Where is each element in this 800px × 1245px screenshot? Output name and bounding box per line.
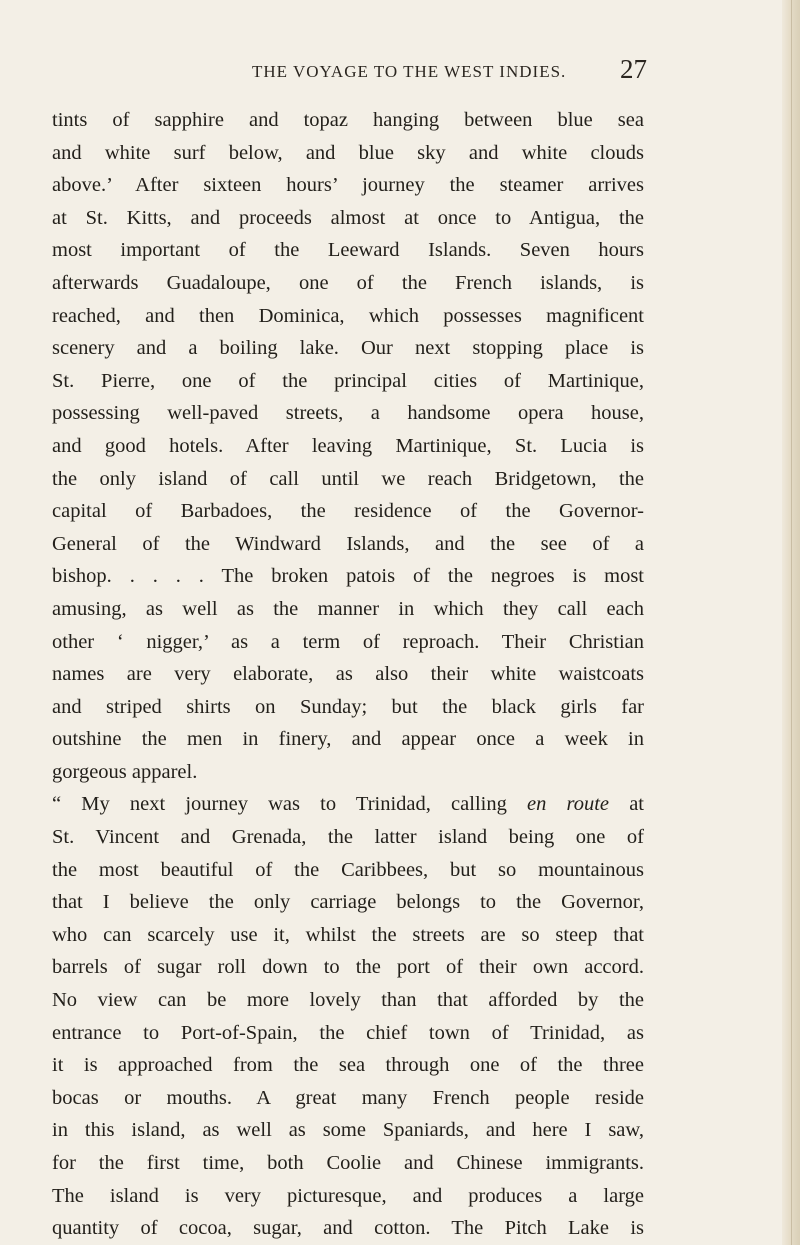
text-line: “ My next journey was to Trinidad, calling en route at — [52, 793, 645, 816]
text-line: the only island of call until we reach Bridgetown, the — [52, 467, 644, 490]
text-line: afterwards Guadaloupe, one of the French islands, is — [52, 271, 644, 294]
text-line: the most beautiful of the Caribbees, but so mountainous — [52, 858, 644, 881]
text-line: St. Vincent and Grenada, the latter island being one of — [52, 826, 644, 849]
text-line: outshine the men in finery, and appear once a week in — [52, 728, 644, 751]
text-line: most important of the Leeward Islands. Seven hours — [52, 239, 644, 262]
text-line: bishop. . . . . The broken patois of the negroes is most — [52, 565, 644, 588]
text-line: for the first time, both Coolie and Chinese immigrants. — [52, 1152, 644, 1174]
text-line: at St. Kitts, and proceeds almost at once to Antigua, the — [52, 206, 644, 229]
text-line: and white surf below, and blue sky and white clouds — [52, 141, 644, 164]
text-line: who can scarcely use it, whilst the streets are so steep that — [52, 923, 644, 946]
text-line: No view can be more lovely than that afforded by the — [52, 989, 644, 1012]
text-line: above.’ After sixteen hours’ journey the steamer arrives — [52, 174, 644, 197]
text-line-paragraph-end: gorgeous apparel. — [52, 760, 198, 783]
text-line: reached, and then Dominica, which possesses magnificent — [52, 304, 644, 327]
text-line: that I believe the only carriage belongs to the Governor, — [52, 891, 644, 914]
text-line: bocas or mouths. A great many French people reside — [52, 1086, 644, 1109]
text-line: and good hotels. After leaving Martinique, St. Lucia is — [52, 434, 644, 457]
text-line: amusing, as well as the manner in which they call each — [52, 597, 644, 620]
text-line: scenery and a boiling lake. Our next stopping place is — [52, 337, 644, 360]
page-edge-line — [791, 0, 792, 1245]
text-line: and striped shirts on Sunday; but the black girls far — [52, 695, 644, 718]
text-line: in this island, as well as some Spaniards, and here I saw, — [52, 1119, 644, 1142]
running-head: THE VOYAGE TO THE WEST INDIES. — [252, 62, 567, 81]
text-line: possessing well-paved streets, a handsome opera house, — [52, 402, 644, 425]
text-line: barrels of sugar roll down to the port of their own accord. — [52, 956, 644, 979]
text-line: tints of sapphire and topaz hanging between blue sea — [52, 109, 644, 131]
text-line: General of the Windward Islands, and the see of a — [52, 532, 644, 555]
text-line: quantity of cocoa, sugar, and cotton. The Pitch Lake is — [52, 1217, 644, 1240]
text-line: other ‘ nigger,’ as a term of reproach. Their Christian — [52, 630, 644, 653]
text-line: names are very elaborate, as also their white waistcoats — [52, 663, 644, 686]
text-line: capital of Barbadoes, the residence of the Governor- — [52, 500, 644, 523]
body-text — [52, 104, 644, 1245]
text-line: The island is very picturesque, and produces a large — [52, 1184, 644, 1207]
text-line: St. Pierre, one of the principal cities of Martinique, — [52, 369, 644, 392]
page-number: 27 — [620, 54, 647, 84]
text-line: entrance to Port-of-Spain, the chief town of Trinidad, as — [52, 1021, 644, 1044]
text-line: it is approached from the sea through one of the three — [52, 1054, 644, 1077]
